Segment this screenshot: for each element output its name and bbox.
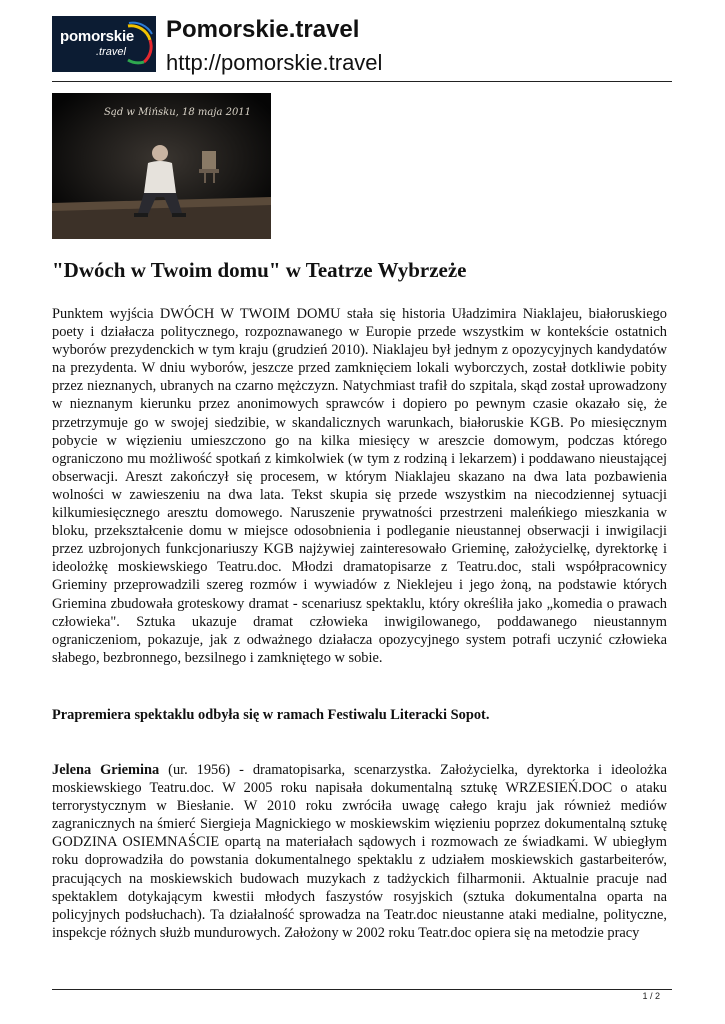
pomorskie-travel-logo[interactable]: [52, 16, 156, 72]
page-number: 1 / 2: [642, 991, 660, 1001]
photo-caption: Sąd w Mińsku, 18 maja 2011: [104, 107, 252, 118]
article-paragraph-3: [52, 761, 667, 942]
article-photo: [52, 93, 271, 239]
article-title: "Dwóch w Twoim domu" w Teatrze Wybrzeże: [52, 258, 467, 282]
article-paragraph-1: Punktem wyjścia DWÓCH W TWOIM DOMU stała się historia Uładzimira Niaklajeu, białoruskiego poety i działacza politycznego, rozpoznawanego w Europie przede wszystkim w kontekście ostatnich wyborów prezydenckich w tym kraju (grudzień 2010). Niaklajeu był jednym z opozycyjnych kandydatów na prezydenta. W dniu wyborów, jeszcze przed zamknięciem lokali wyborczych, został dotkliwie pobity przez nieznanych, ubranych na czarno mężczyzn. Natychmiast trafił do szpitala, skąd został uprowadzony w nieznanym kierunku przez anonimowych sprawców i dopiero po pewnym czasie okazało się, że przetrzymuje go w swojej siedzibie, w skandalicznych warunkach, białoruskie KGB. Po miesięcznym pobycie w więzieniu umieszczono go na kilka miesięcy w areszcie domowym, podczas którego ograniczono mu możliwość spotkań z kimkolwiek (w tym z rodziną i lekarzem) i poddawano nieustającej obserwacji. Areszt zakończył się procesem, w którym Niaklajeu skazano na dwa lata pozbawienia wolności w zawieszeniu na dwa lata. Tekst skupia się przede wszystkim na niecodziennej sytuacji kilkumiesięcznego aresztu domowego. Naruszenie prywatności przestrzeni maleńkiego mieszkania w bloku, przekształcenie domu w miejsce odosobnienia i podleganie nieustannej obserwacji i inwigilacji przez uzbrojonych funkcjonariuszy KGB najżywiej zainteresowało Grieminę, założycielkę, dyrektorkę i ideolożkę moskiewskiego Teatru.doc. Młodzi dramatopisarze z Teatru.doc, stali współpracownicy Grieminy przeprowadzili szereg rozmów i wywiadów z Nieklejeu i jego żoną, na podstawie których Griemina zbudowała groteskowy dramat - scenariusz spektaklu, który określiła jako „komedia o prawach człowieka". Sztuka ukazuje dramat człowieka inwigilowanego, poddawanego nieustannym ograniczeniom, pokazuje, jak z odważnego działacza opozycyjnego system potrafi uczynić człowieka słabego, bezbronnego, bezsilnego i zamkniętego w sobie.: [52, 306, 667, 666]
site-url-link[interactable]: http://pomorskie.travel: [166, 50, 383, 75]
author-name: Jelena Griemina: [52, 762, 160, 778]
footer-divider: [52, 989, 672, 990]
page-header: [52, 16, 672, 80]
logo-text-line2: .travel: [96, 46, 126, 58]
logo-ring-icon: [124, 20, 154, 68]
article-paragraph-2: Prapremiera spektaklu odbyła się w ramach Festiwalu Literacki Sopot.: [52, 707, 490, 723]
logo-text-line1: pomorskie: [60, 28, 135, 45]
site-title: Pomorskie.travel: [166, 16, 360, 43]
header-divider: [52, 81, 672, 82]
author-bio-text: (ur. 1956) - dramatopisarka, scenarzystka. Założycielka, dyrektorka i ideolożka moskiewskiego Teatru.doc. W 2005 roku napisała dokumentalną sztukę WRZESIEŃ.DOC o ataku terrorystycznym w Biesłanie. W 2010 roku zwróciła uwagę całego kraju jak również mediów zagranicznych na śmierć Siergieja Magnickiego w moskiewskim więzieniu poprzez dokumentalną sztukę GODZINA OSIEMNAŚCIE opartą na materiałach sądowych i rozmowach ze świadkami. W ubiegłym roku doprowadziła do powstania dokumentalnego spektaklu z udziałem moskiewskich gastarbeiterów, pracujących na moskiewskich budowach muzykach z tadżyckich filharmonii. Aktualnie pracuje nad spektaklem dotykającym kwestii młodych faszystów rosyjskich (sztuka dokumentalna oparta na policyjnych podsłuchach). Ta działalność sprowadza na Teatr.doc nieustanne ataki medialne, polityczne, inspekcje różnych służb mundurowych. Założony w 2002 roku Teatr.doc opiera się na metodzie pracy: [52, 762, 667, 941]
